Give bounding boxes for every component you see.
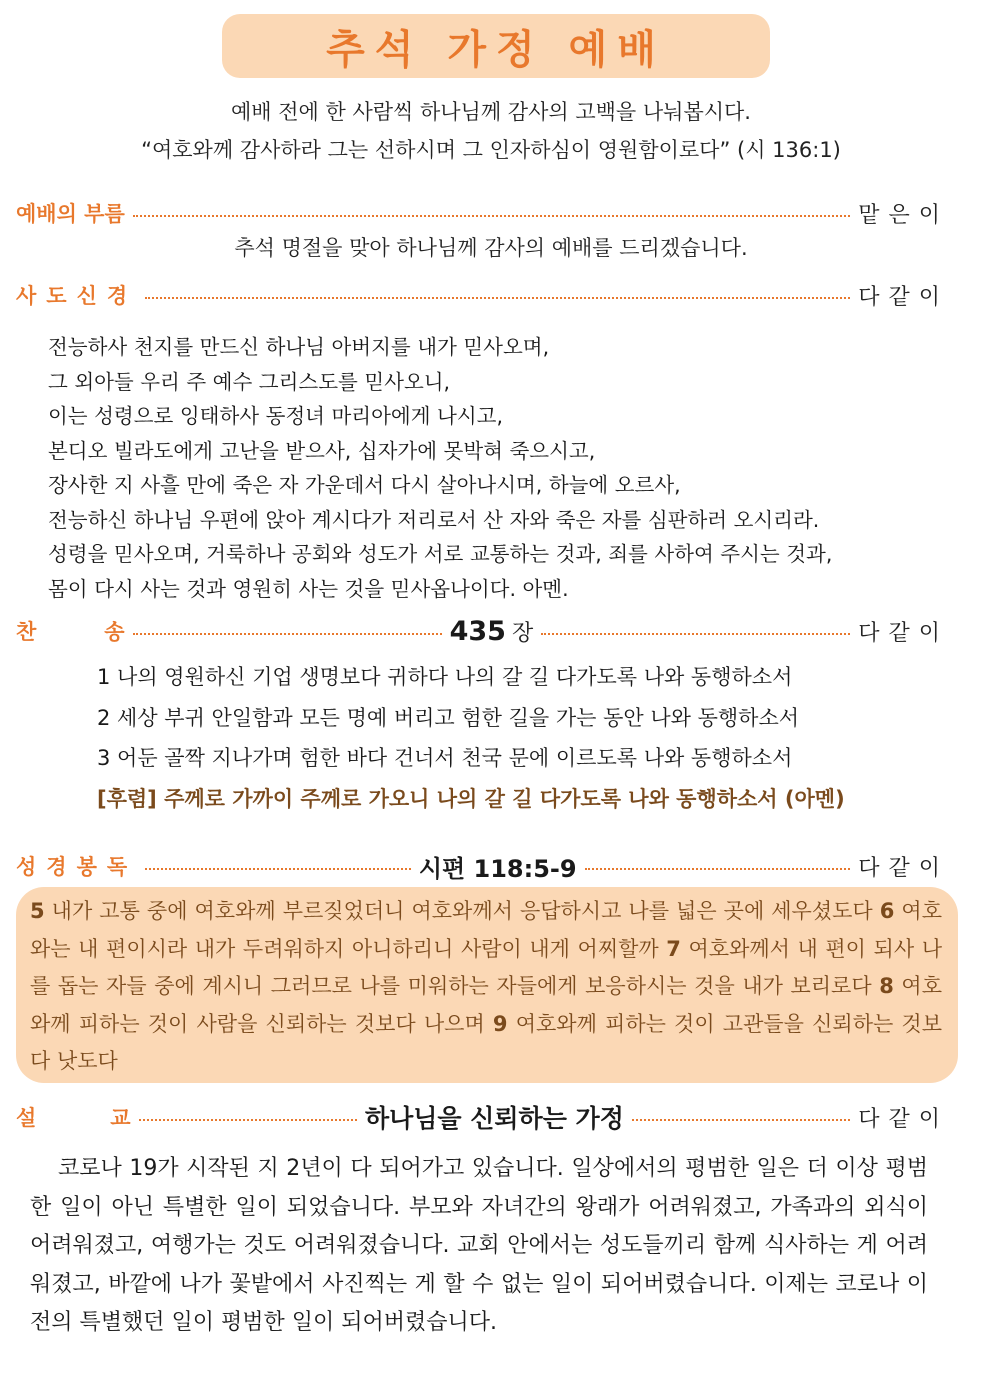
creed-line: 전능하신 하나님 우편에 앉아 계시다가 저리로서 산 자와 죽은 자를 심판하러 오시리라. [48,507,820,532]
scripture-leader: 다같이 [858,855,950,881]
scripture-text [30,893,942,1081]
call-to-worship-text: 추석 명절을 맞아 하나님께 감사의 예배를 드리겠습니다. [234,236,748,260]
call-to-worship-leader: 맡은이 [858,202,949,228]
page-title: 추석 가정 예배 [326,26,666,73]
creed-line: 전능하사 천지를 만드신 하나님 아버지를 내가 믿사오며, [48,335,550,359]
sermon-row [16,1099,949,1135]
verse-number: 9 [492,1011,508,1036]
creed-label: 사도신경 [16,284,138,308]
intro-line-2: “여호와께 감사하라 그는 선하시며 그 인자하심이 영원함이로다” (시 136:1) [141,138,841,162]
leader-dots [133,633,442,635]
leader-dots [632,1119,850,1121]
verse-number: 6 [879,899,895,923]
title-banner [222,14,770,78]
creed-line: 장사한 지 사흘 만에 죽은 자 가운데서 다시 살아나시며, 하늘에 오르사, [48,473,681,497]
call-to-worship-label: 예배의 부름 [16,202,125,226]
verse-number: 7 [666,936,681,961]
sermon-text: 코로나 19가 시작된 지 2년이 다 되어가고 있습니다. 일상에서의 평범한 일은 더 이상 평범한 일이 아닌 특별한 일이 되었습니다. 부모와 자녀간의 왕래가 어려워졌고, 가족과의 외식이 어려워졌고, 여행가는 것도 어려워졌습니다. 교회 안에서는 성도들끼리 함께 식사하는 게 어려워졌고, 바깥에 나가 꽃밭에서 사진찍는 게 할 수 없는 일이 되어버렸습니다. 이제는 코로나 이전의 특별했던 일이 평범한 일이 되어버렸습니다. [30,1156,928,1335]
hymn-refrain: [후렴] 주께로 가까이 주께로 가오니 나의 갈 길 다가도록 나와 동행하소서 (아멘) [97,786,845,811]
creed-line: 성령을 믿사오며, 거룩하나 공회와 성도가 서로 교통하는 것과, 죄를 사하여 주시는 것과, [48,542,833,566]
creed-row [16,277,949,313]
creed-leader: 다같이 [858,284,949,310]
hymn-lyrics [97,657,957,819]
verse-text: 여호와는 내 편이시라 내가 두려워하지 아니하리니 사람이 내게 어찌할까 [30,899,942,961]
hymn-number: 435 [449,615,506,647]
verse-text: 여호와께 피하는 것이 사람을 신뢰하는 것보다 나으며 [30,974,943,1036]
hymn-row [16,613,949,649]
hymn-label-2: 송 [104,620,125,644]
hymn-label-1: 찬 [16,620,37,644]
hymn-leader: 다같이 [858,620,949,646]
leader-dots [585,868,851,870]
creed-line: 이는 성령으로 잉태하사 동정녀 마리아에게 나시고, [48,404,503,428]
sermon-leader: 다같이 [858,1106,949,1132]
call-to-worship-row [16,195,949,231]
leader-dots [541,633,850,635]
verse-text: 내가 고통 중에 여호와께 부르짖었더니 여호와께서 응답하시고 나를 넓은 곳에 세우셨도다 [44,899,880,923]
verse-text: 여호와께서 내 편이 되사 나를 돕는 자들 중에 계시니 그러므로 나를 미워하는 자들에게 보응하시는 것을 내가 보리로다 [30,936,942,998]
hymn-verse: 2 세상 부귀 안일함과 모든 명예 버리고 험한 길을 가는 동안 나와 동행하소서 [97,705,800,730]
hymn-verse: 1 나의 영원하신 기업 생명보다 귀하다 나의 갈 길 다가도록 나와 동행하소서 [97,665,793,689]
hymn-unit: 장 [511,620,534,646]
creed-text [48,330,948,606]
sermon-label-1: 설 [16,1106,37,1130]
scripture-label: 성경봉독 [16,855,138,879]
leader-dots [133,215,850,217]
creed-line: 본디오 빌라도에게 고난을 받으사, 십자가에 못박혀 죽으시고, [48,438,596,463]
sermon-label-2: 교 [110,1106,131,1130]
scripture-row [16,848,950,884]
leader-dots [139,1119,357,1121]
intro-line-1: 예배 전에 한 사람씩 하나님께 감사의 고백을 나눠봅시다. [231,100,751,124]
verse-number: 8 [879,974,894,998]
scripture-reference: 시편 118:5-9 [418,854,577,883]
creed-line: 몸이 다시 사는 것과 영원히 사는 것을 믿사옵나이다. 아멘. [48,576,569,601]
sermon-title: 하나님을 신뢰하는 가정 [364,1104,624,1133]
creed-line: 그 외아들 우리 주 예수 그리스도를 믿사오니, [48,369,451,394]
verse-text: 여호와께 피하는 것이 고관들을 신뢰하는 것보다 낫도다 [30,1011,943,1073]
leader-dots [145,868,411,870]
hymn-verse: 3 어둔 골짝 지나가며 험한 바다 건너서 천국 문에 이르도록 나와 동행하소서 [97,746,793,770]
leader-dots [145,297,850,299]
verse-number: 5 [30,899,45,923]
